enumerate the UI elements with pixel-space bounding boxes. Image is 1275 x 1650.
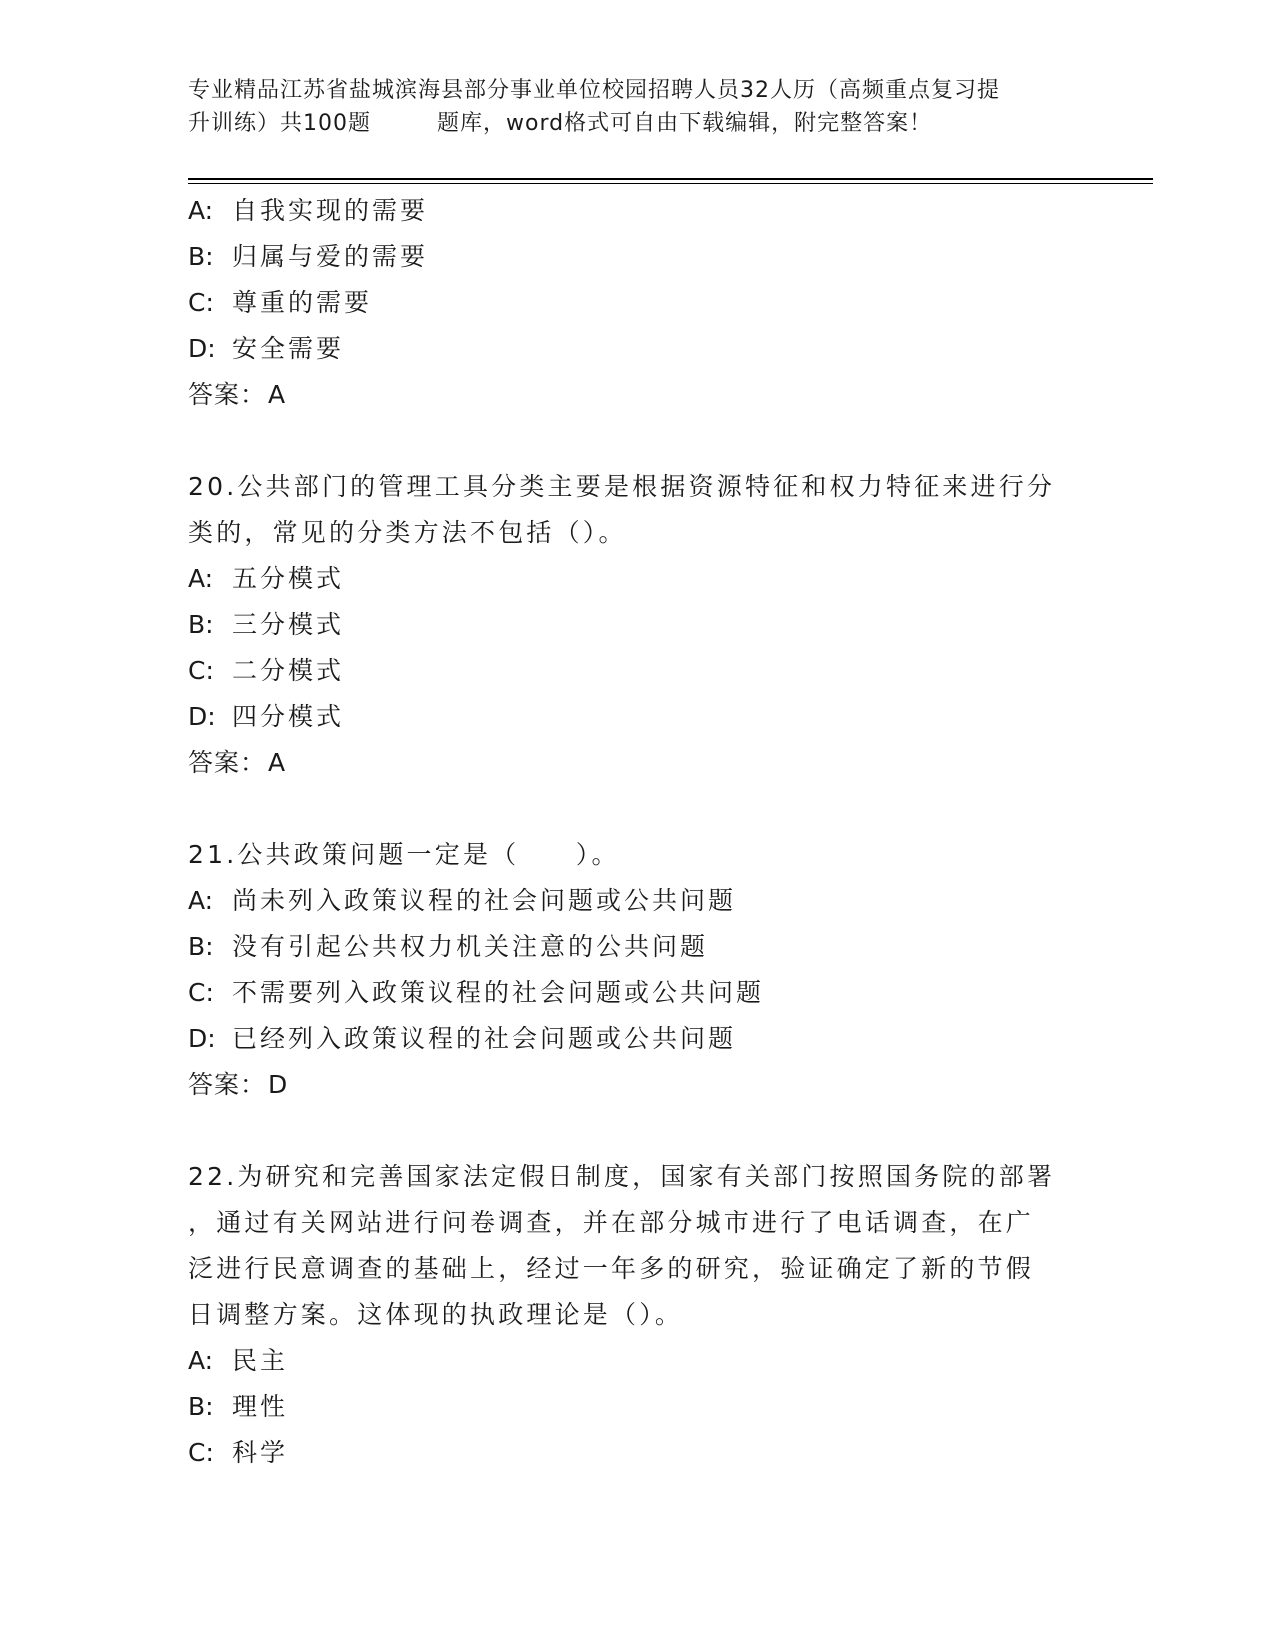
option-letter: D: [188,334,216,363]
option-b [188,1384,1088,1430]
option-text: 二分模式 [232,656,345,685]
answer-label: 答案： [188,748,267,777]
answer-value: A [268,380,286,409]
option-d [188,1016,1088,1062]
question-text-line: ，通过有关网站进行问卷调查，并在部分城市进行了电话调查，在广 [188,1208,1035,1237]
spacer [188,1108,1088,1154]
option-letter: C: [188,656,214,685]
option-text: 自我实现的需要 [232,196,429,225]
answer-value: A [268,748,286,777]
option-text: 尚未列入政策议程的社会问题或公共问题 [232,886,737,915]
option-d [188,326,1088,372]
question-21-options [188,878,1088,1108]
answer-value: D [268,1070,288,1099]
option-a [188,878,1088,924]
answer-label: 答案： [188,380,267,409]
answer-line [188,740,1088,786]
option-letter: C: [188,978,214,1007]
question-text-line: 类的，常见的分类方法不包括（）。 [188,518,627,547]
header-line-2-part-1: 升训练）共100题 [188,111,371,136]
option-letter: D: [188,1024,216,1053]
header-line-2-part-2: 题库，word格式可自由下载编辑，附完整答案！ [437,111,933,136]
option-c [188,1430,1088,1476]
option-text: 没有引起公共权力机关注意的公共问题 [232,932,709,961]
answer-line [188,372,1088,418]
option-letter: B: [188,610,214,639]
question-21 [188,832,1088,878]
question-text-line: 泛进行民意调查的基础上，经过一年多的研究，验证确定了新的节假 [188,1254,1035,1283]
page-header [188,74,1078,140]
spacer [188,418,1088,464]
option-text: 三分模式 [232,610,345,639]
option-d [188,694,1088,740]
option-a [188,556,1088,602]
option-letter: B: [188,242,214,271]
option-letter: D: [188,702,216,731]
question-20-options [188,556,1088,786]
option-text: 科学 [232,1438,289,1467]
option-c [188,970,1088,1016]
option-a [188,188,1088,234]
option-text: 已经列入政策议程的社会问题或公共问题 [232,1024,737,1053]
header-rule-thin [188,183,1153,184]
question-19 [188,188,1088,418]
question-text-line: 20.公共部门的管理工具分类主要是根据资源特征和权力特征来进行分 [188,472,1056,501]
header-line-2 [188,107,1078,140]
option-letter: C: [188,288,214,317]
option-text: 四分模式 [232,702,345,731]
option-text: 民主 [232,1346,289,1375]
question-20 [188,464,1088,556]
option-b [188,602,1088,648]
question-22-options [188,1338,1088,1476]
option-letter: C: [188,1438,214,1467]
option-letter: B: [188,932,214,961]
option-letter: A: [188,886,214,915]
option-text: 五分模式 [232,564,345,593]
header-rule-thick [188,178,1153,180]
option-text: 安全需要 [232,334,345,363]
question-content [188,188,1088,1476]
option-text: 尊重的需要 [232,288,373,317]
answer-label: 答案： [188,1070,267,1099]
option-letter: B: [188,1392,214,1421]
option-c [188,648,1088,694]
option-text: 理性 [232,1392,289,1421]
option-b [188,924,1088,970]
answer-line [188,1062,1088,1108]
option-text: 归属与爱的需要 [232,242,429,271]
option-a [188,1338,1088,1384]
option-text: 不需要列入政策议程的社会问题或公共问题 [232,978,765,1007]
question-text-line: 日调整方案。这体现的执政理论是（）。 [188,1300,684,1329]
question-text-line: 22.为研究和完善国家法定假日制度，国家有关部门按照国务院的部署 [188,1162,1056,1191]
option-letter: A: [188,1346,214,1375]
option-b [188,234,1088,280]
option-letter: A: [188,196,214,225]
option-letter: A: [188,564,214,593]
spacer [188,786,1088,832]
question-text-line: 21.公共政策问题一定是（ ）。 [188,840,620,869]
question-22 [188,1154,1088,1338]
option-c [188,280,1088,326]
header-line-1: 专业精品江苏省盐城滨海县部分事业单位校园招聘人员32人历（高频重点复习提 [188,78,1000,103]
